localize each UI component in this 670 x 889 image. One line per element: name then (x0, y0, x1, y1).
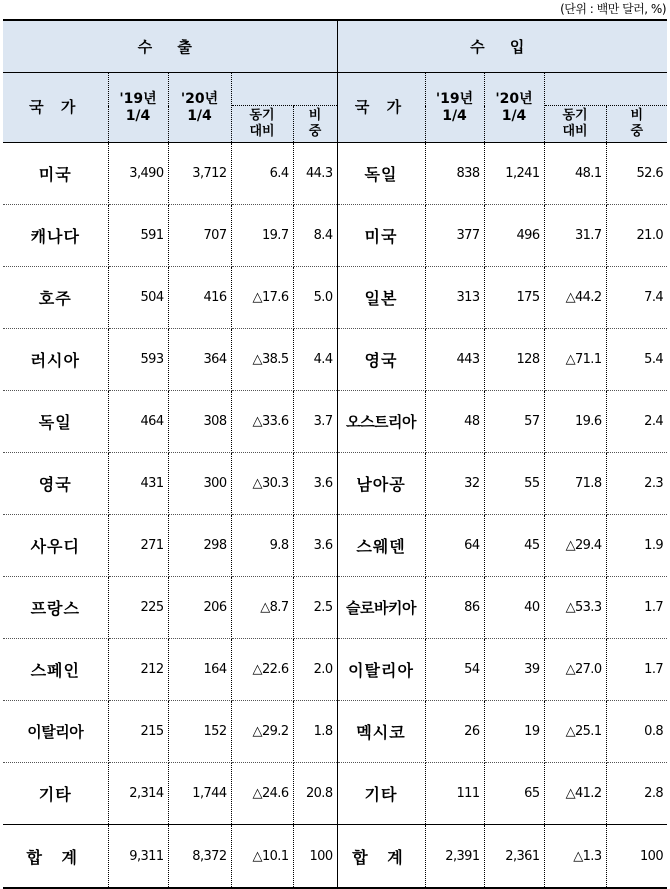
import-share-value: 0.8 (606, 701, 667, 763)
total-label-export: 합 계 (3, 825, 108, 889)
col-2020-year-label: '20년 (180, 90, 219, 107)
import-country: 멕시코 (337, 701, 425, 763)
export-yoy-value: △22.6 (231, 639, 293, 701)
import-yoy-value: △44.2 (544, 267, 606, 329)
export-yoy-value: △33.6 (231, 391, 293, 453)
import-2020-value: 39 (484, 639, 544, 701)
export-yoy-value: △24.6 (231, 763, 293, 825)
table-row (3, 205, 667, 267)
col-share-bottom-label: 중 (630, 124, 644, 139)
import-2019-value: 54 (425, 639, 484, 701)
col-yoy-bottom-label: 대비 (249, 124, 275, 139)
export-2020-value: 206 (168, 577, 231, 639)
export-share-value: 3.6 (293, 453, 337, 515)
col-2020-quarter-label: 1/4 (501, 107, 527, 124)
export-2020-value: 164 (168, 639, 231, 701)
col-yoy-bottom-label: 대비 (562, 124, 588, 139)
import-country: 미국 (337, 205, 425, 267)
import-2019-value: 313 (425, 267, 484, 329)
table-row (3, 143, 667, 205)
export-2019-value: 2,314 (108, 763, 168, 825)
table-row (3, 267, 667, 329)
table-row (3, 701, 667, 763)
col-share-top-label: 비 (308, 108, 322, 123)
import-2020-value: 45 (484, 515, 544, 577)
import-2019-value: 32 (425, 453, 484, 515)
total-row (3, 825, 667, 889)
export-share-value: 44.3 (293, 143, 337, 205)
import-2019-value: 48 (425, 391, 484, 453)
import-2020-value: 65 (484, 763, 544, 825)
export-2019-value: 271 (108, 515, 168, 577)
import-yoy-value: 19.6 (544, 391, 606, 453)
export-2020-value: 1,744 (168, 763, 231, 825)
col-2020-quarter-label: 1/4 (187, 107, 212, 124)
col-country-import: 국 가 (337, 73, 425, 143)
col-yoy-import (544, 106, 606, 143)
import-yoy-value: 48.1 (544, 143, 606, 205)
export-yoy-value: 9.8 (231, 515, 293, 577)
export-2019-value: 593 (108, 329, 168, 391)
import-yoy-value: △41.2 (544, 763, 606, 825)
col-2019-year-label: '19년 (119, 90, 157, 107)
col-2020-q1-export (168, 73, 231, 143)
import-2019-value: 86 (425, 577, 484, 639)
import-share-value: 1.7 (606, 577, 667, 639)
import-2019-value: 64 (425, 515, 484, 577)
import-country: 기타 (337, 763, 425, 825)
export-2019-value: 431 (108, 453, 168, 515)
export-share-value: 8.4 (293, 205, 337, 267)
export-2020-value: 298 (168, 515, 231, 577)
import-share-value: 7.4 (606, 267, 667, 329)
import-share-value: 2.3 (606, 453, 667, 515)
export-share-value: 3.6 (293, 515, 337, 577)
import-country: 독일 (337, 143, 425, 205)
total-import-yoy: △1.3 (544, 825, 606, 889)
export-2020-value: 300 (168, 453, 231, 515)
export-2019-value: 215 (108, 701, 168, 763)
col-yoy-top-label: 동기 (562, 108, 588, 123)
total-export-2019: 9,311 (108, 825, 168, 889)
col-2020-q1-import (484, 73, 544, 143)
import-2020-value: 175 (484, 267, 544, 329)
col-share-bottom-label: 중 (308, 124, 322, 139)
export-country: 독일 (3, 391, 108, 453)
unit-label: (단위 : 백만 달러, %) (560, 2, 666, 16)
col-share-export (293, 106, 337, 143)
col-country-export: 국 가 (3, 73, 108, 143)
import-share-value: 2.8 (606, 763, 667, 825)
import-yoy-value: △29.4 (544, 515, 606, 577)
import-yoy-value: △71.1 (544, 329, 606, 391)
export-2020-value: 3,712 (168, 143, 231, 205)
export-2020-value: 152 (168, 701, 231, 763)
import-2020-value: 1,241 (484, 143, 544, 205)
export-2019-value: 464 (108, 391, 168, 453)
import-yoy-value: 71.8 (544, 453, 606, 515)
export-share-value: 4.4 (293, 329, 337, 391)
export-section-header: 수 출 (3, 20, 337, 73)
table-row (3, 763, 667, 825)
import-share-value: 1.7 (606, 639, 667, 701)
import-country: 남아공 (337, 453, 425, 515)
import-share-value: 5.4 (606, 329, 667, 391)
total-import-2019: 2,391 (425, 825, 484, 889)
col-share-import (606, 106, 667, 143)
export-country: 영국 (3, 453, 108, 515)
total-label-import: 합 계 (337, 825, 425, 889)
export-share-value: 1.8 (293, 701, 337, 763)
import-country: 슬로바키아 (337, 577, 425, 639)
import-2019-value: 111 (425, 763, 484, 825)
export-yoy-value: 19.7 (231, 205, 293, 267)
export-country: 러시아 (3, 329, 108, 391)
import-share-value: 2.4 (606, 391, 667, 453)
export-yoy-value: △38.5 (231, 329, 293, 391)
export-2019-value: 591 (108, 205, 168, 267)
table-row (3, 453, 667, 515)
total-export-yoy: △10.1 (231, 825, 293, 889)
col-share-top-label: 비 (630, 108, 644, 123)
import-share-value: 1.9 (606, 515, 667, 577)
export-yoy-value: △30.3 (231, 453, 293, 515)
col-yoy-export (231, 106, 293, 143)
col-2019-year-label: '19년 (435, 90, 474, 107)
table-row (3, 329, 667, 391)
import-section-header: 수 입 (337, 20, 667, 73)
import-2019-value: 377 (425, 205, 484, 267)
import-yoy-value: △25.1 (544, 701, 606, 763)
export-country: 캐나다 (3, 205, 108, 267)
total-import-share: 100 (606, 825, 667, 889)
export-yoy-value: △17.6 (231, 267, 293, 329)
total-export-2020: 8,372 (168, 825, 231, 889)
table-row (3, 391, 667, 453)
import-2019-value: 443 (425, 329, 484, 391)
table-row (3, 515, 667, 577)
export-2020-value: 416 (168, 267, 231, 329)
export-2019-value: 3,490 (108, 143, 168, 205)
export-yoy-value: 6.4 (231, 143, 293, 205)
export-country: 스페인 (3, 639, 108, 701)
export-share-value: 2.0 (293, 639, 337, 701)
export-country: 미국 (3, 143, 108, 205)
export-yoy-value: △29.2 (231, 701, 293, 763)
import-2020-value: 496 (484, 205, 544, 267)
export-share-value: 20.8 (293, 763, 337, 825)
col-2019-quarter-label: 1/4 (125, 107, 151, 124)
table-row (3, 639, 667, 701)
import-yoy-value: △27.0 (544, 639, 606, 701)
export-2020-value: 707 (168, 205, 231, 267)
import-yoy-value: 31.7 (544, 205, 606, 267)
export-share-value: 5.0 (293, 267, 337, 329)
col-yoy-top-label: 동기 (249, 108, 275, 123)
import-country: 이탈리아 (337, 639, 425, 701)
col-2019-q1-export (108, 73, 168, 143)
import-2020-value: 57 (484, 391, 544, 453)
col-2019-quarter-label: 1/4 (442, 107, 467, 124)
export-2020-value: 308 (168, 391, 231, 453)
export-2019-value: 504 (108, 267, 168, 329)
import-country: 영국 (337, 329, 425, 391)
export-2019-value: 212 (108, 639, 168, 701)
col-2020-year-label: '20년 (495, 90, 533, 107)
export-country: 사우디 (3, 515, 108, 577)
export-country: 기타 (3, 763, 108, 825)
import-2020-value: 128 (484, 329, 544, 391)
import-yoy-value: △53.3 (544, 577, 606, 639)
import-country: 오스트리아 (337, 391, 425, 453)
import-2020-value: 55 (484, 453, 544, 515)
export-yoy-value: △8.7 (231, 577, 293, 639)
export-2020-value: 364 (168, 329, 231, 391)
col-2019-q1-import (425, 73, 484, 143)
trade-table (3, 19, 667, 889)
import-share-value: 52.6 (606, 143, 667, 205)
import-2020-value: 40 (484, 577, 544, 639)
export-country: 이탈리아 (3, 701, 108, 763)
export-country: 호주 (3, 267, 108, 329)
export-country: 프랑스 (3, 577, 108, 639)
import-share-value: 21.0 (606, 205, 667, 267)
total-import-2020: 2,361 (484, 825, 544, 889)
table-row (3, 577, 667, 639)
total-export-share: 100 (293, 825, 337, 889)
import-2019-value: 26 (425, 701, 484, 763)
import-country: 스웨덴 (337, 515, 425, 577)
import-2019-value: 838 (425, 143, 484, 205)
import-2020-value: 19 (484, 701, 544, 763)
export-share-value: 2.5 (293, 577, 337, 639)
import-country: 일본 (337, 267, 425, 329)
export-2019-value: 225 (108, 577, 168, 639)
export-share-value: 3.7 (293, 391, 337, 453)
